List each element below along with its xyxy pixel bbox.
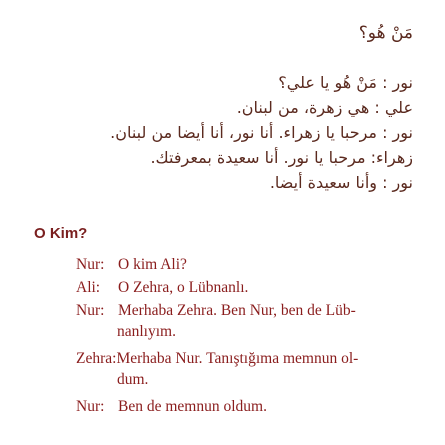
line-text: O kim Ali? [118, 256, 187, 273]
speaker-label: Ali: [76, 279, 101, 296]
arabic-line: نور : مرحبا يا زهراء. أنا نور، أنا أيضا من لبنان. [110, 123, 413, 142]
line-continuation: nanlıyım. [117, 323, 176, 340]
arabic-title: مَنْ هُو؟ [358, 23, 413, 43]
arabic-line: زهراء: مرحبا يا نور. أنا سعيدة بمعرفتك. [150, 148, 413, 167]
arabic-line: علي : هي زهرة، من لبنان. [236, 98, 413, 117]
speaker-label: Nur: [76, 398, 105, 415]
speaker-label: Zehra: [76, 350, 117, 367]
speaker-label: Nur: [76, 256, 105, 273]
arabic-line: نور : وأنا سعيدة أيضا. [269, 173, 413, 192]
dialogue-line [76, 396, 267, 417]
line-continuation: dum. [117, 371, 149, 388]
speaker-label: Nur: [76, 302, 105, 319]
dialogue-line [76, 254, 187, 275]
line-text: Ben de memnun oldum. [118, 398, 267, 415]
line-text: Merhaba Nur. Tanıştığıma memnun ol- [116, 350, 359, 367]
arabic-line: نور : مَنْ هُو يا علي؟ [278, 73, 413, 92]
dialogue-title: O Kim? [34, 225, 88, 242]
dialogue-line [76, 300, 356, 321]
dialogue-line [76, 348, 358, 369]
line-text: O Zehra, o Lübnanlı. [118, 279, 249, 296]
dialogue-line [76, 277, 248, 298]
line-text: Merhaba Zehra. Ben Nur, ben de Lüb- [118, 302, 356, 319]
